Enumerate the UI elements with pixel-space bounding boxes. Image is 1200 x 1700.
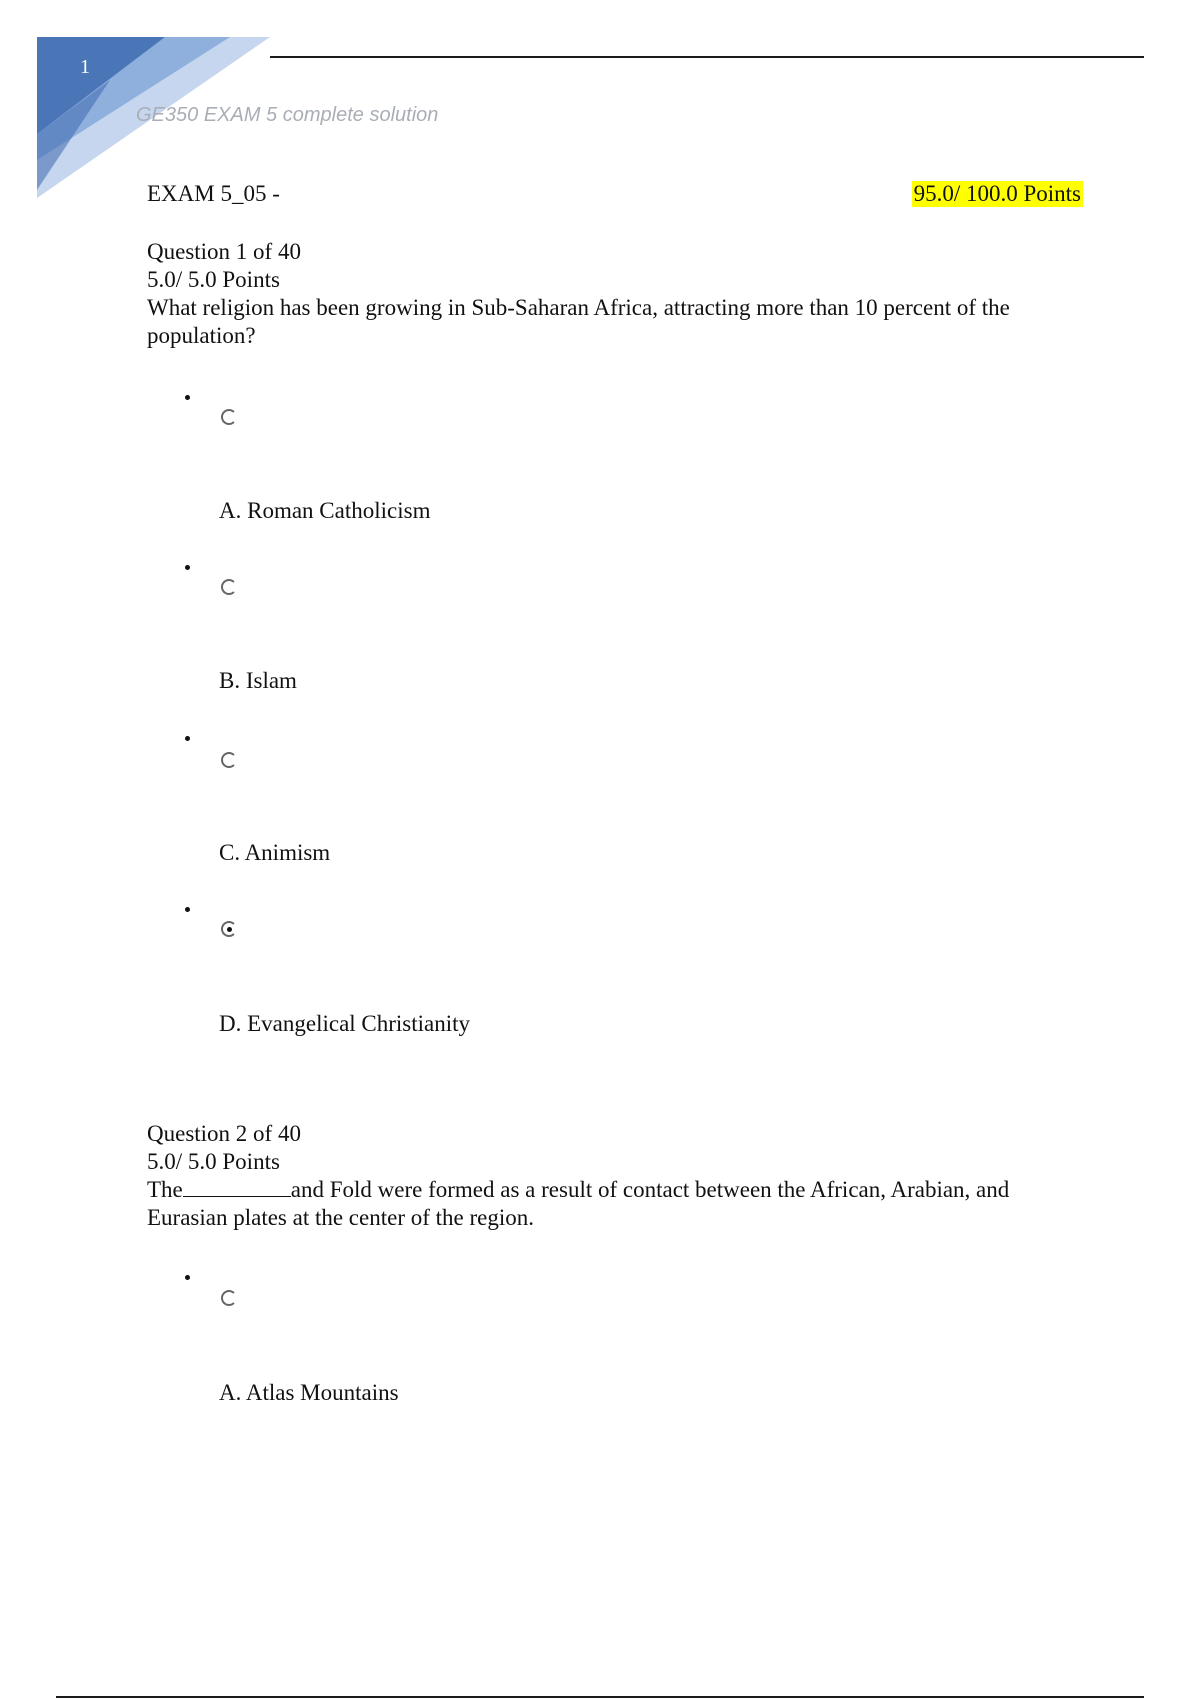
bullet	[185, 1275, 190, 1280]
question-2	[147, 1120, 1067, 1232]
option-label-a: A. Roman Catholicism	[219, 498, 431, 523]
fill-in-blank	[183, 1176, 291, 1197]
radio-option-c[interactable]	[221, 752, 237, 768]
header-rule	[270, 56, 1144, 58]
option-label-c: C. Animism	[219, 840, 331, 865]
bullet	[185, 565, 190, 570]
option-label-b: B. Islam	[219, 668, 297, 693]
header-subtitle: GE350 EXAM 5 complete solution	[136, 104, 439, 126]
question-points: 5.0/ 5.0 Points	[147, 267, 280, 292]
question-number: Question 1 of 40	[147, 239, 301, 264]
radio-option-a[interactable]	[221, 1290, 237, 1306]
question-text: What religion has been growing in Sub-Saharan Africa, attracting more than 10 percent of the population?	[147, 295, 1010, 348]
page-number: 1	[80, 56, 90, 78]
question-text-start: The	[147, 1177, 183, 1202]
option-label-d: D. Evangelical Christianity	[219, 1011, 471, 1036]
exam-score: 95.0/ 100.0 Points	[913, 181, 1081, 206]
bullet	[185, 395, 190, 400]
option-label-a: A. Atlas Mountains	[219, 1380, 399, 1405]
question-number: Question 2 of 40	[147, 1121, 301, 1146]
exam-title: EXAM 5_05 -	[147, 181, 280, 206]
bullet	[185, 736, 190, 741]
question-1	[147, 238, 1067, 350]
radio-option-d-selected[interactable]	[221, 921, 237, 937]
question-text	[147, 1176, 1067, 1232]
question-points: 5.0/ 5.0 Points	[147, 1149, 280, 1174]
bullet	[185, 907, 190, 912]
question-text-end: and Fold were formed as a result of contact between the African, Arabian, and Eurasian plates at the center of the region.	[147, 1177, 1010, 1230]
radio-option-b[interactable]	[221, 579, 237, 595]
footer-rule	[56, 1696, 1144, 1698]
radio-option-a[interactable]	[221, 409, 237, 425]
